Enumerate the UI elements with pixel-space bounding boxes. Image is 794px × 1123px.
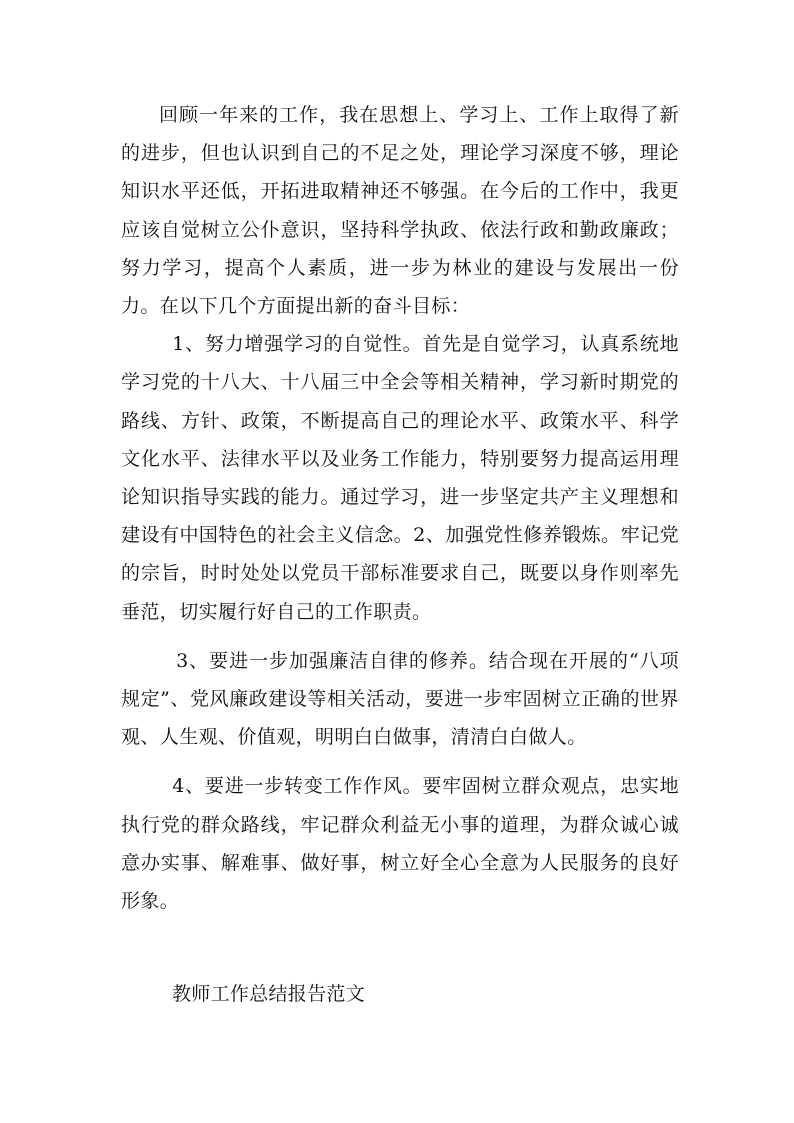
paragraph-goal-4: 4、要进一步转变工作作风。要牢固树立群众观点，忠实地执行党的群众路线，牢记群众利益无小事的道理，为群众诚心诚意办实事、解难事、做好事，树立好全心全意为人民服务的良好形象。	[121, 775, 679, 913]
paragraph-review: 回顾一年来的工作，我在思想上、学习上、工作上取得了新的进步，但也认识到自己的不足之处，理论学习深度不够，理论知识水平还低，开拓进取精神还不够强。在今后的工作中，我更应该自觉树立公仆意识，坚持科学执政、依法行政和勤政廉政；努力学习，提高个人素质，进一步为林业的建设与发展出一份力。在以下几个方面提出新的奋斗目标：	[121, 104, 679, 318]
paragraph-goal-1-2: 1、努力增强学习的自觉性。首先是自觉学习，认真系统地学习党的十八大、十八届三中全会等相关精神，学习新时期党的路线、方针、政策，不断提高自己的理论水平、政策水平、科学文化水平、法律水平以及业务工作能力，特别要努力提高运用理论知识指导实践的能力。通过学习，进一步坚定共产主义理想和建设有中国特色的社会主义信念。2、加强党性修养锻炼。牢记党的宗旨，时时处处以党员干部标准要求自己，既要以身作则率先垂范，切实履行好自己的工作职责。	[121, 333, 679, 623]
next-section-title: 教师工作总结报告范文	[172, 983, 366, 1005]
document-body	[121, 96, 679, 920]
paragraph-goal-3: 3、要进一步加强廉洁自律的修养。结合现在开展的“八项规定”、党风廉政建设等相关活动，要进一步牢固树立正确的世界观、人生观、价值观，明明白白做事，清清白白做人。	[121, 649, 679, 749]
